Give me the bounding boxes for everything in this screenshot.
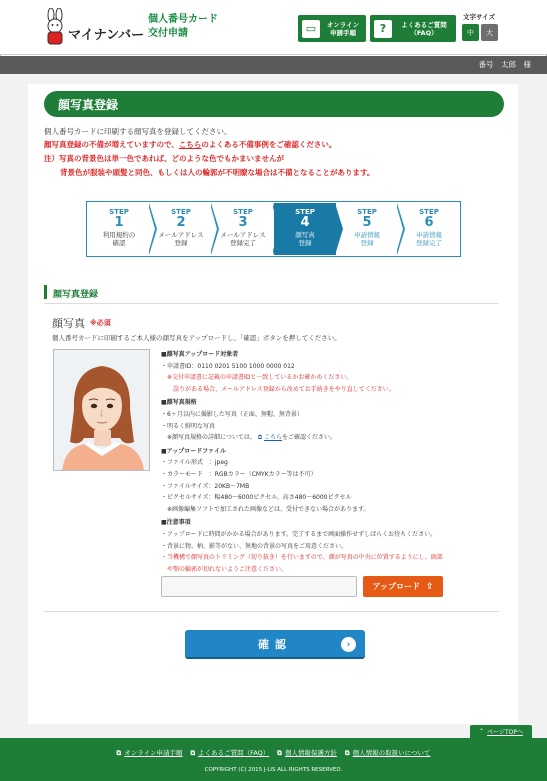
info-line: ・当機構で顔写真のトリミング（切り抜き）を行いますので、顔が写真の中央に位置するようにし、頭部: [161, 554, 443, 562]
section-marker: [44, 285, 47, 299]
step-label: STEP: [419, 208, 439, 216]
chevron-right-icon: ›: [341, 637, 356, 652]
upload-icon: ⇪: [425, 581, 434, 592]
page-top-link[interactable]: ⌃ ページTOPへ: [470, 725, 532, 738]
step-number: 3: [238, 215, 248, 230]
info-line: ・ファイルサイズ：20KB〜7MB: [161, 482, 250, 490]
step-name: 登録: [298, 239, 312, 247]
step-name: 利用規約の: [102, 231, 136, 239]
info-line: や顎の輪郭が切れないようご注意ください。: [161, 565, 288, 573]
upload-button[interactable]: アップロード ⇪: [363, 576, 443, 597]
online-procedure-button[interactable]: ▭ オンライン 申請手順: [298, 15, 366, 42]
footer-links: [0, 748, 547, 758]
footer-link[interactable]: ⧉ 個人情報の取扱いについて: [344, 749, 431, 757]
logo-text: マイナンバー: [68, 28, 145, 43]
external-link-icon: ⧉: [116, 749, 122, 757]
background-note: 注）写真の背景色は単一色であれば、どのような色でもかまいませんが: [44, 154, 284, 163]
step-name: 顔写真: [295, 231, 315, 239]
page-title: 顔写真登録: [58, 98, 119, 112]
divider: [44, 611, 499, 612]
required-badge: ※必須: [90, 319, 111, 327]
font-size-large-button[interactable]: 大: [481, 24, 498, 41]
info-line: ・ファイル形式 ：jpeg: [161, 459, 228, 467]
info-line: ・6ヶ月以内に撮影した写真（正面、無帽、無背景）: [161, 411, 303, 418]
step-name: メールアドレス: [220, 231, 266, 239]
step-2: [150, 203, 212, 255]
user-name: 番号 太郎 様: [478, 60, 531, 69]
notice-text: 顔写真登録の不備が増えていますので、こちらのよくある不備事例をご確認ください。: [44, 140, 337, 149]
user-bar: [0, 56, 547, 74]
step-number: 6: [424, 215, 434, 230]
info-line: ※顔写真規格の詳細については、 ⧉ こちらをご確認ください。: [161, 434, 337, 442]
step-name: 登録: [360, 239, 374, 247]
info-line: ※交付申請書に記載の申請書IDと一致しているかお確かめください。: [161, 374, 353, 382]
upload-file-field[interactable]: [161, 576, 357, 597]
step-name: 申請情報: [354, 231, 380, 239]
sample-face-image: [54, 350, 150, 471]
step-number: 5: [362, 215, 372, 230]
step-6: [398, 203, 460, 255]
question-icon: ?: [374, 20, 392, 38]
photo-spec-link[interactable]: こちら: [264, 434, 283, 442]
step-name: 申請情報: [416, 231, 442, 239]
external-link-icon: ⧉: [190, 749, 196, 757]
info-line: 誤りがある場合、メールアドレス登録から改めてお手続きをやり直してください。: [161, 385, 395, 393]
mascot-logo-icon: [42, 8, 68, 46]
intro-text: 個人番号カードに印刷する顔写真を登録してください。: [44, 127, 232, 136]
section-title: 顔写真登録: [53, 290, 99, 300]
step-name: 登録: [174, 239, 188, 247]
footer-link[interactable]: ⧉ オンライン申請手順: [116, 749, 183, 757]
step-label: STEP: [171, 208, 191, 216]
faq-button[interactable]: ? よくあるご質問 （FAQ）: [370, 15, 456, 42]
footer-link[interactable]: ⧉ 個人情報保護方針: [277, 749, 337, 757]
step-3: [212, 203, 274, 255]
info-heading: ■顔写真規格: [161, 399, 197, 407]
external-link-icon: ⧉: [344, 749, 350, 757]
step-number: 4: [300, 215, 310, 230]
step-number: 1: [114, 215, 124, 230]
step-4: [274, 203, 336, 255]
info-line: ※画像編集ソフトで加工された画像などは、受付できない場合があります。: [161, 505, 370, 513]
defect-examples-link[interactable]: こちら: [178, 140, 202, 149]
photo-field-description: 個人番号カードに印刷するご本人様の顔写真をアップロードし、「確認」ボタンを押してください。: [52, 334, 341, 342]
info-heading: ■アップロードファイル: [161, 447, 226, 455]
sample-photo: [53, 349, 150, 471]
info-line: ・明るく鮮明な写真: [161, 422, 216, 430]
step-label: STEP: [357, 208, 377, 216]
external-link-icon: ⧉: [277, 749, 282, 757]
info-heading: ■注意事項: [161, 519, 191, 527]
step-name: メールアドレス: [158, 231, 204, 239]
external-link-icon: ⧉: [255, 434, 265, 442]
step-name: 登録完了: [230, 239, 256, 247]
step-1: [88, 203, 150, 255]
chevron-up-icon: ⌃: [479, 728, 485, 735]
info-line: ・背景に物、柄、影等がない、無地の背景の写真をご用意ください。: [161, 542, 348, 550]
info-heading: ■顔写真アップロード対象者: [161, 351, 239, 358]
info-line: ・カラーモード ：RGBカラー（CMYKカラー等は不可）: [161, 471, 317, 478]
font-size-label: 文字サイズ: [463, 13, 495, 21]
info-line: ・申請書ID：0110 0201 5100 1000 0000 012: [161, 362, 295, 370]
step-label: STEP: [295, 208, 315, 216]
step-name: 確認: [112, 239, 126, 247]
confirm-button[interactable]: 確認: [185, 630, 365, 659]
step-label: STEP: [109, 208, 129, 216]
background-note-2: 背景色が服装や頭髪と同色、もしくは人の輪郭が不明瞭な場合は不備となることがあります。: [60, 168, 375, 177]
font-size-medium-button[interactable]: 中: [462, 24, 479, 41]
step-number: 2: [176, 215, 186, 230]
step-name: 登録完了: [416, 239, 442, 247]
step-label: STEP: [233, 208, 253, 216]
step-5: [336, 203, 398, 255]
section-divider: [44, 303, 499, 304]
monitor-icon: ▭: [302, 20, 320, 38]
footer-link[interactable]: ⧉ よくあるご質問（FAQ）: [190, 749, 270, 757]
info-line: ・アップロードに時間がかかる場合があります。完了するまで画面操作せずしばらくお待ちください。: [161, 531, 437, 538]
info-line: ・ピクセルサイズ：幅480〜6000ピクセル、高さ480〜6000ピクセル: [161, 494, 352, 502]
service-title: 個人番号カード 交付申請: [148, 14, 218, 39]
photo-field-label: 顔写真: [52, 317, 85, 330]
site-header: [0, 0, 547, 55]
copyright: COPYRIGHT (C) 2015 J-LIS ALL RIGHTS RESERVED.: [204, 767, 343, 773]
site-footer: [0, 738, 547, 781]
